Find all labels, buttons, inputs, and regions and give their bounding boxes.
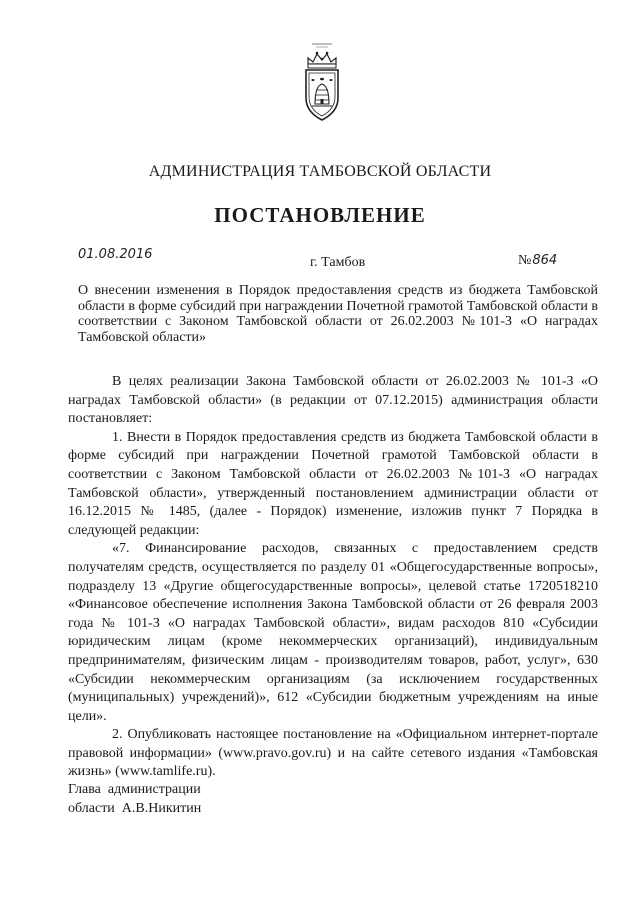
number-sign: № (518, 253, 532, 268)
coat-of-arms-emblem (298, 40, 346, 130)
signature-position: Глава администрации (68, 782, 201, 797)
organization-title: АДМИНИСТРАЦИЯ ТАМБОВСКОЙ ОБЛАСТИ (148, 163, 492, 180)
signature-name: области А.В.Никитин (68, 800, 202, 816)
document-meta-row (78, 247, 598, 277)
signature-block (68, 781, 201, 818)
document-body (68, 373, 598, 782)
body-paragraph-item-1: 1. Внести в Порядок предоставления средств из бюджета Тамбовской области в форме субсидий при награждении Почетной грамотой Тамбовской области в соответствии с Законом Тамбовской области от 26.02.2003 №101-З «О наградах Тамбовской области», утвержденный постановлением администрации области от 16.12.2015 № 1485, (далее - Порядок) изменение, изложив пункт 7 Порядка в следующей редакции: (68, 429, 598, 538)
document-number (518, 253, 557, 269)
document-subject: О внесении изменения в Порядок предоставления средств из бюджета Тамбовской области в форме субсидий при награждении Почетной грамотой Тамбовской области в соответствии с Законом Тамбовской области от 26.02.2003 №101-З «О наградах Тамбовской области» (78, 283, 598, 345)
body-paragraph-preamble: В целях реализации Закона Тамбовской области от 26.02.2003 № 101-З «О наградах Тамбовской области» (в редакции от 07.12.2015) администрация области постановляет: (68, 374, 598, 427)
document-date: 01.08.2016 (78, 247, 153, 262)
coat-of-arms-icon (298, 40, 346, 130)
document-type-title: ПОСТАНОВЛЕНИЕ (214, 203, 426, 227)
document-number-value: 864 (532, 253, 558, 268)
body-paragraph-quoted-item-7: «7. Финансирование расходов, связанных с предоставлением средств получателям средств, осуществляется по разделу 01 «Общегосударственные вопросы», подразделу 13 «Другие общегосударственные вопросы», целевой статье 1720518210 «Финансовое обеспечение исполнения Закона Тамбовской области от 26 февраля 2003 года № 101-З «О наградах Тамбовской области», видам расходов 810 «Субсидии юридическим лицам (кроме некоммерческих организаций), индивидуальным предпринимателям, физическим лицам - производителям товаров, работ, услуг», 630 «Субсидии некоммерческим организациям (за исключением государственных (муниципальных) учреждений)», 612 «Субсидии бюджетным учреждениям на иные цели». (68, 541, 598, 724)
document-city: г. Тамбов (310, 255, 366, 270)
body-paragraph-item-2: 2. Опубликовать настоящее постановление на «Официальном интернет-портале правовой информации» (www.pravo.gov.ru) и на сайте сетевого издания «Тамбовская жизнь» (www.tamlife.ru). (68, 727, 598, 780)
